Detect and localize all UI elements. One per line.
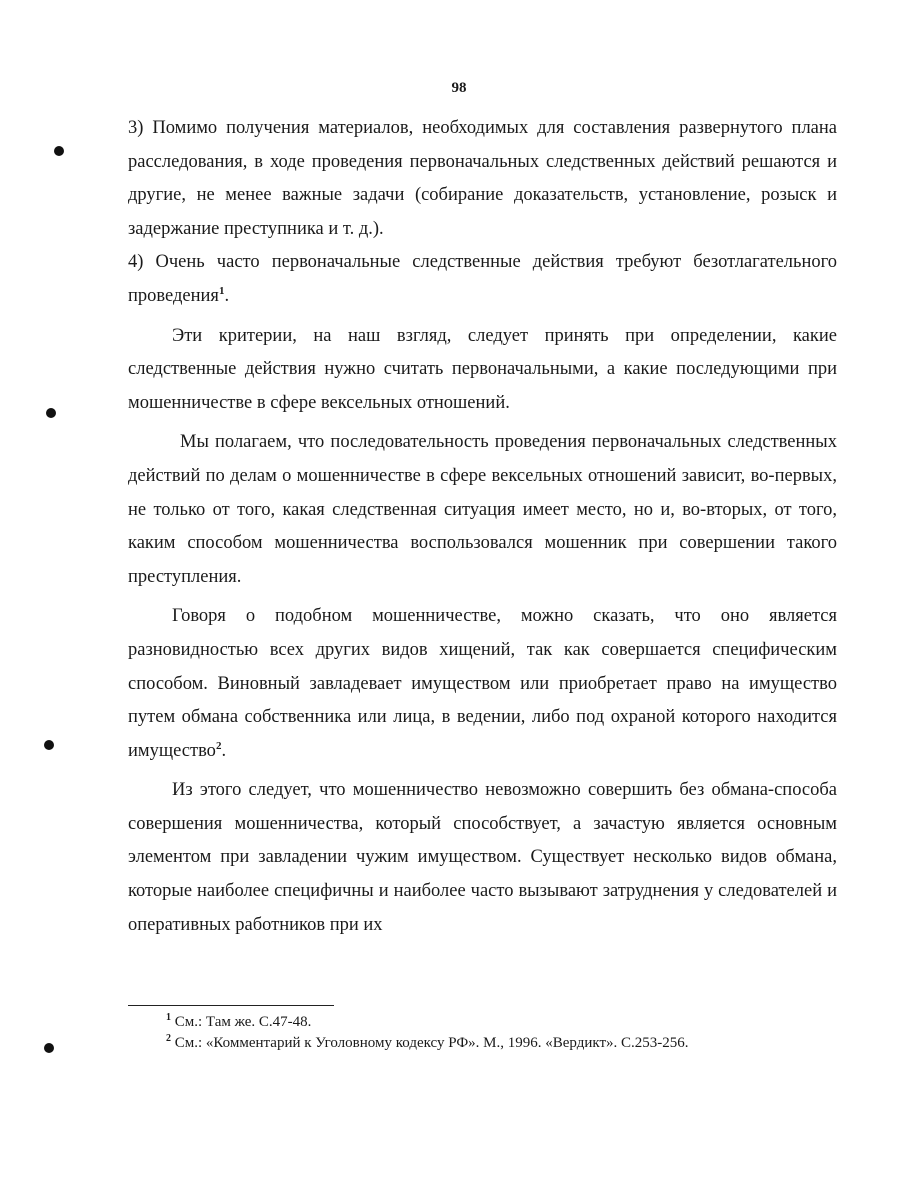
paragraph-sequence: Мы полагаем, что последовательность проведения первоначальных следственных действий по делам о мошенничестве в сфере вексельных отношений зависит, во-первых, не только от того, какая следственная ситуация имеет место, но и, во-вторых, от того, каким способом мошенничества воспользовался мошенник при совершении такого преступления. [128,432,837,587]
paragraph-fraud-type [128,600,837,768]
paragraph-item-4 [128,246,837,313]
footnote-2 [166,1033,846,1054]
punch-hole-mark [44,1043,54,1053]
footnote-text: См.: Там же. С.47-48. [171,1014,312,1030]
body-text [128,112,837,942]
paragraph-text: 4) Очень часто первоначальные следственные действия требуют безотлагательного проведения [128,252,837,306]
footnote-text: См.: «Комментарий к Уголовному кодексу РФ». М., 1996. «Вердикт». С.253-256. [171,1035,689,1051]
page-number: 98 [451,80,467,96]
footnote-ref-2[interactable]: 2 [215,739,222,752]
paragraph-tail: . [224,285,230,306]
paragraph-item-3: 3) Помимо получения материалов, необходимых для составления развернутого плана расследования, в ходе проведения первоначальных следственных действий решаются и другие, не менее важные задачи (собирание доказательств, установление, розыск и задержание преступника и т. д.). [128,118,837,239]
footnote-ref-1[interactable]: 1 [218,284,225,297]
punch-hole-mark [54,146,64,156]
footnotes [166,1012,846,1054]
paragraph-text: Говоря о подобном мошенничестве, можно сказать, что оно является разновидностью всех других видов хищений, так как совершается специфическим способом. Виновный завладевает имуществом или приобретает право на имущество путем обмана собственника или лица, в ведении, либо под охраной которого находится имущество [128,606,837,761]
footnote-1 [166,1012,846,1033]
paragraph-criteria: Эти критерии, на наш взгляд, следует принять при определении, какие следственные действия нужно считать первоначальными, а какие последующими при мошенничестве в сфере вексельных отношений. [128,325,837,413]
paragraph-tail: . [221,740,227,761]
footnote-divider [128,1005,334,1006]
punch-hole-mark [44,740,54,750]
footnote-mark: 1 [166,1012,171,1023]
footnote-mark: 2 [166,1033,171,1044]
punch-hole-mark [46,408,56,418]
paragraph-deception: Из этого следует, что мошенничество невозможно совершить без обмана-способа совершения мошенничества, который способствует, а зачастую является основным элементом при завладении чужим имуществом. Существует несколько видов обмана, которые наиболее специфичны и наиболее часто вызывают затруднения у следователей и оперативных работников при их [128,780,837,935]
